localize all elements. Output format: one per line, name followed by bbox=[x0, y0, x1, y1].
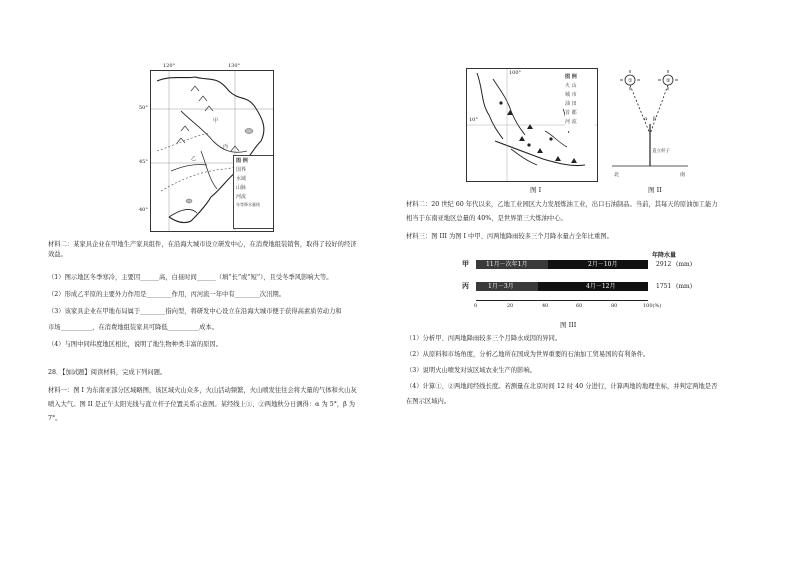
lat-label-40: 40° bbox=[139, 207, 148, 213]
fig1-legend-item: 首 都 bbox=[565, 110, 577, 116]
fig1-legend-item: 城 市 bbox=[565, 92, 577, 98]
fig1-lat-label: 10° bbox=[469, 117, 478, 123]
x-tick: 100(%) bbox=[643, 303, 662, 309]
left-legend-item: 国界 bbox=[236, 167, 247, 173]
material2-q2: （2）形成乙平原的主要外力作用是________作用，丙河流一年中有________次汛期。 bbox=[48, 291, 285, 298]
lon-label-120: 120° bbox=[163, 63, 176, 69]
figure3-caption: 图 III bbox=[560, 321, 577, 329]
bar-jia bbox=[476, 260, 648, 269]
bar-label-bing: 丙 bbox=[462, 281, 469, 290]
material2-intro: 材料二：某家具企业在甲地生产家具组件，在沿海大城市设立研发中心，在消费地组装销售，取得了较好的经济效益。 bbox=[48, 241, 357, 258]
bar-jia-seg1-label: 11月－次年1月 bbox=[486, 261, 528, 268]
left-map bbox=[150, 70, 274, 232]
fig2-north: 北 bbox=[614, 172, 620, 178]
figure2-caption: 图 II bbox=[648, 186, 662, 194]
left-legend-title: 图 例 bbox=[236, 158, 248, 164]
annual-jia: 2912 bbox=[656, 261, 672, 268]
chart-header: 年降水量 bbox=[652, 252, 677, 259]
left-legend-item: 河流 bbox=[236, 194, 247, 200]
figure2-diagram bbox=[610, 68, 690, 180]
right-q4-line1: （4）计算①、②两地间经线长度。若测量在北京时间 12 时 40 分进行，计算两地的地理坐标，并判定两地是否 bbox=[406, 383, 718, 390]
bar-jia-seg2-label: 2月－10月 bbox=[588, 261, 618, 268]
place-label-bing: 丙 bbox=[223, 144, 229, 150]
x-tick: 80 bbox=[611, 303, 618, 309]
right-q2: （2）从原料和市场角度，分析乙地所在国成为世界重要的石油加工贸易国的有利条件。 bbox=[406, 351, 650, 358]
left-legend-item: 水域 bbox=[236, 176, 247, 182]
material2-q4: （4）与图中同纬度地区相比，说明了地生物种类丰富的原因。 bbox=[48, 341, 223, 348]
right-material2-line2: 相当于东南亚地区总量的 40%，是世界第三大炼油中心。 bbox=[406, 215, 567, 222]
fig2-south: 南 bbox=[680, 172, 686, 178]
left-legend-item: 山脉 bbox=[236, 185, 247, 191]
figure1-caption: 图 I bbox=[530, 186, 542, 194]
fig1-legend-item: 河 流 bbox=[565, 119, 577, 125]
annual-bing: 1751 bbox=[656, 283, 672, 290]
annual-bing-unit: (mm) bbox=[676, 283, 693, 290]
bar-label-jia: 甲 bbox=[462, 259, 469, 268]
fig1-legend bbox=[565, 73, 595, 131]
right-q4-line2: 在图示区域内。 bbox=[406, 398, 451, 405]
material2-q1: （1）图示地区冬季寒冷，主要因______高，白昼时间______（填“长”或“短”），且受冬季风影响大等。 bbox=[48, 274, 333, 281]
fig2-alpha: α bbox=[644, 116, 648, 122]
place-label-yi: 乙 bbox=[191, 156, 197, 162]
place-label-jia: 甲 bbox=[213, 118, 219, 124]
x-tick: 20 bbox=[507, 303, 514, 309]
fig1-lon-label: 100° bbox=[509, 70, 522, 76]
left-legend-item: 年等降水量线 bbox=[236, 202, 260, 207]
material2-q3-line2: 市场__________，在消费地组装家具可降低__________成本。 bbox=[48, 324, 219, 331]
x-axis-line bbox=[476, 300, 648, 301]
right-material3: 材料三：图 III 为图 I 中甲、丙两地降雨较多三个月降水量占全年比重图。 bbox=[406, 233, 613, 240]
bar-bing bbox=[476, 282, 648, 291]
lat-label-45: 45° bbox=[139, 159, 148, 165]
x-tick: 60 bbox=[576, 303, 583, 309]
fig2-beta: β bbox=[653, 116, 656, 122]
fig1-legend-item: 火 山 bbox=[565, 83, 577, 89]
bar-bing-seg2-label: 4月－12月 bbox=[586, 283, 616, 290]
fig1-legend-item: 油 田 bbox=[565, 101, 577, 107]
q28-title: 28．【加试题】阅读材料，完成下列问题。 bbox=[48, 369, 167, 376]
material2-q3-line1: （3）该家具企业在甲地布局属于________指向型，将研发中心设立在沿海大城市便于获得高素质劳动力和 bbox=[48, 308, 342, 315]
right-q3: （3）说明火山喷发对该区域农业生产的影响。 bbox=[406, 367, 536, 374]
fig2-label-1: ① bbox=[628, 78, 633, 84]
annual-jia-unit: (mm) bbox=[676, 261, 693, 268]
q28-material1: 材料一：图 I 为东南亚部分区域略图，该区域火山众多，火山活动频繁，火山喷发往往会将大量的气体和火山灰喷入大气。图 II 是正午太阳光线与直立杆子位置关系示意图。某经线上①、②两地秋分日测得：α 为 5°，β 为 7°。 bbox=[48, 387, 357, 422]
right-q1: （1）分析甲、丙两地降雨较多三个月降水成因的异同。 bbox=[406, 335, 562, 342]
x-tick: 0 bbox=[474, 303, 478, 309]
fig1-legend-title: 图 例 bbox=[565, 74, 577, 80]
x-tick: 40 bbox=[542, 303, 549, 309]
figure1-map bbox=[466, 68, 598, 182]
lat-label-50: 50° bbox=[139, 105, 148, 111]
fig2-pole-label: 直立杆子 bbox=[652, 149, 670, 154]
bar-bing-seg1-label: 1月－3月 bbox=[488, 283, 514, 290]
figure3-chart bbox=[460, 250, 720, 320]
left-map-legend bbox=[233, 155, 274, 229]
lon-label-130: 130° bbox=[228, 63, 241, 69]
fig2-label-2: ② bbox=[666, 78, 671, 84]
right-material2-line1: 材料二：20 世纪 60 年代以来，乙地工业园区大力发展炼油工业，出口石油制品。当前，其每天的原油加工能力 bbox=[406, 201, 718, 208]
